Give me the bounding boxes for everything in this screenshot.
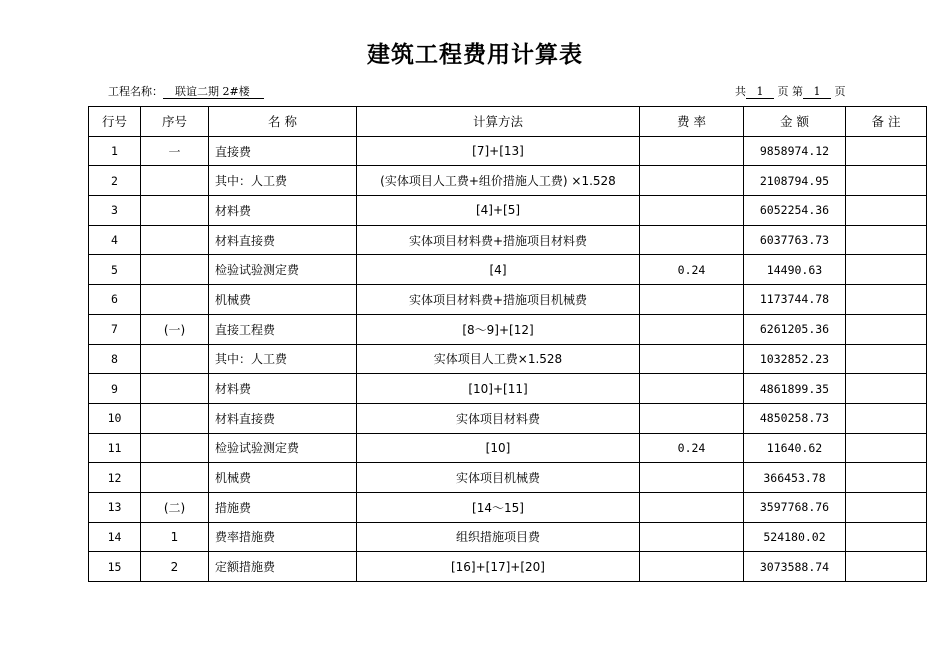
cell-remark [846, 492, 927, 522]
table-row [89, 433, 927, 463]
cell-row-no: 3 [89, 196, 141, 226]
page-word: 页 [777, 85, 789, 98]
cell-method: 组织措施项目费 [357, 522, 640, 552]
table-row [89, 522, 927, 552]
cell-amount: 1032852.23 [744, 344, 846, 374]
cell-amount: 6261205.36 [744, 314, 846, 344]
cell-row-no: 1 [89, 136, 141, 166]
cell-rate [640, 374, 744, 404]
cell-remark [846, 166, 927, 196]
cell-amount: 366453.78 [744, 463, 846, 493]
cell-row-no: 11 [89, 433, 141, 463]
cell-seq [141, 196, 209, 226]
header-name: 名 称 [209, 107, 357, 137]
cell-amount: 6052254.36 [744, 196, 846, 226]
cell-rate [640, 225, 744, 255]
cell-remark [846, 433, 927, 463]
cell-row-no: 10 [89, 403, 141, 433]
cell-method: (实体项目人工费+组价措施人工费) ×1.528 [357, 166, 640, 196]
cell-rate [640, 403, 744, 433]
cell-rate [640, 196, 744, 226]
cell-amount: 4850258.73 [744, 403, 846, 433]
cell-remark [846, 314, 927, 344]
cell-row-no: 12 [89, 463, 141, 493]
cell-rate [640, 522, 744, 552]
table-row [89, 463, 927, 493]
cell-amount: 2108794.95 [744, 166, 846, 196]
cell-seq: 一 [141, 136, 209, 166]
cell-seq [141, 166, 209, 196]
cell-rate [640, 492, 744, 522]
header-rate: 费 率 [640, 107, 744, 137]
cell-remark [846, 403, 927, 433]
cell-rate [640, 344, 744, 374]
table-row [89, 403, 927, 433]
cell-remark [846, 552, 927, 582]
cell-name: 直接费 [209, 136, 357, 166]
cell-name: 材料直接费 [209, 225, 357, 255]
cell-name: 费率措施费 [209, 522, 357, 552]
header-amount: 金 额 [744, 107, 846, 137]
cell-row-no: 8 [89, 344, 141, 374]
total-prefix: 共 [735, 85, 746, 98]
cell-seq [141, 285, 209, 315]
project-label: 工程名称： [108, 85, 163, 98]
cell-row-no: 13 [89, 492, 141, 522]
table-row [89, 492, 927, 522]
pagination-info [735, 83, 846, 99]
cell-row-no: 14 [89, 522, 141, 552]
cell-row-no: 5 [89, 255, 141, 285]
cell-seq: 1 [141, 522, 209, 552]
cell-name: 检验试验测定费 [209, 433, 357, 463]
cell-rate [640, 552, 744, 582]
header-method: 计算方法 [357, 107, 640, 137]
cell-amount: 3597768.76 [744, 492, 846, 522]
cell-seq [141, 403, 209, 433]
cell-seq [141, 463, 209, 493]
cell-amount: 11640.62 [744, 433, 846, 463]
cell-method: [14～15] [357, 492, 640, 522]
cell-method: 实体项目材料费 [357, 403, 640, 433]
cell-row-no: 6 [89, 285, 141, 315]
cell-row-no: 15 [89, 552, 141, 582]
cell-name: 检验试验测定费 [209, 255, 357, 285]
header-seq: 序号 [141, 107, 209, 137]
project-info [108, 83, 264, 99]
cell-remark [846, 285, 927, 315]
cell-remark [846, 196, 927, 226]
cell-amount: 14490.63 [744, 255, 846, 285]
cell-rate [640, 463, 744, 493]
table-row [89, 285, 927, 315]
cell-amount: 4861899.35 [744, 374, 846, 404]
page-word-2: 页 [834, 85, 846, 98]
cell-amount: 3073588.74 [744, 552, 846, 582]
header-row-no: 行号 [89, 107, 141, 137]
table-row [89, 196, 927, 226]
table-row [89, 374, 927, 404]
table-row [89, 552, 927, 582]
table-header-row [89, 107, 927, 137]
cell-seq: 2 [141, 552, 209, 582]
cell-rate: 0.24 [640, 433, 744, 463]
current-page: 1 [803, 85, 831, 99]
cell-method: [16]+[17]+[20] [357, 552, 640, 582]
cell-method: 实体项目机械费 [357, 463, 640, 493]
cell-name: 机械费 [209, 285, 357, 315]
table-row [89, 136, 927, 166]
cell-name: 直接工程费 [209, 314, 357, 344]
header-remark: 备 注 [846, 107, 927, 137]
cell-seq [141, 344, 209, 374]
cell-name: 其中：人工费 [209, 166, 357, 196]
cell-name: 材料直接费 [209, 403, 357, 433]
cell-method: [10] [357, 433, 640, 463]
cell-amount: 9858974.12 [744, 136, 846, 166]
cell-seq: (二) [141, 492, 209, 522]
cell-remark [846, 255, 927, 285]
cell-remark [846, 225, 927, 255]
cell-method: 实体项目材料费+措施项目机械费 [357, 285, 640, 315]
cell-method: 实体项目人工费×1.528 [357, 344, 640, 374]
cell-name: 定额措施费 [209, 552, 357, 582]
cell-method: [4] [357, 255, 640, 285]
cell-seq [141, 255, 209, 285]
cell-rate [640, 285, 744, 315]
page-title: 建筑工程费用计算表 [367, 42, 583, 68]
total-pages: 1 [746, 85, 774, 99]
cell-method: 实体项目材料费+措施项目材料费 [357, 225, 640, 255]
cell-method: [8～9]+[12] [357, 314, 640, 344]
cell-method: [4]+[5] [357, 196, 640, 226]
cell-seq: (一) [141, 314, 209, 344]
cell-rate [640, 136, 744, 166]
cell-amount: 524180.02 [744, 522, 846, 552]
cell-row-no: 7 [89, 314, 141, 344]
current-prefix: 第 [792, 85, 803, 98]
cell-remark [846, 463, 927, 493]
table-row [89, 166, 927, 196]
cell-remark [846, 522, 927, 552]
cell-row-no: 9 [89, 374, 141, 404]
cell-amount: 1173744.78 [744, 285, 846, 315]
cell-remark [846, 374, 927, 404]
cell-row-no: 4 [89, 225, 141, 255]
table-row [89, 225, 927, 255]
table-row [89, 344, 927, 374]
cell-seq [141, 225, 209, 255]
cell-name: 措施费 [209, 492, 357, 522]
cell-name: 机械费 [209, 463, 357, 493]
cell-name: 材料费 [209, 196, 357, 226]
table-row [89, 255, 927, 285]
project-name: 联谊二期 2#楼 [163, 85, 264, 99]
cell-row-no: 2 [89, 166, 141, 196]
cell-method: [7]+[13] [357, 136, 640, 166]
cell-seq [141, 374, 209, 404]
cell-remark [846, 344, 927, 374]
cell-rate [640, 166, 744, 196]
table-row [89, 314, 927, 344]
cell-rate [640, 314, 744, 344]
cell-seq [141, 433, 209, 463]
cell-method: [10]+[11] [357, 374, 640, 404]
fee-calculation-table [88, 106, 927, 582]
cell-amount: 6037763.73 [744, 225, 846, 255]
cell-remark [846, 136, 927, 166]
cell-rate: 0.24 [640, 255, 744, 285]
cell-name: 其中：人工费 [209, 344, 357, 374]
cell-name: 材料费 [209, 374, 357, 404]
